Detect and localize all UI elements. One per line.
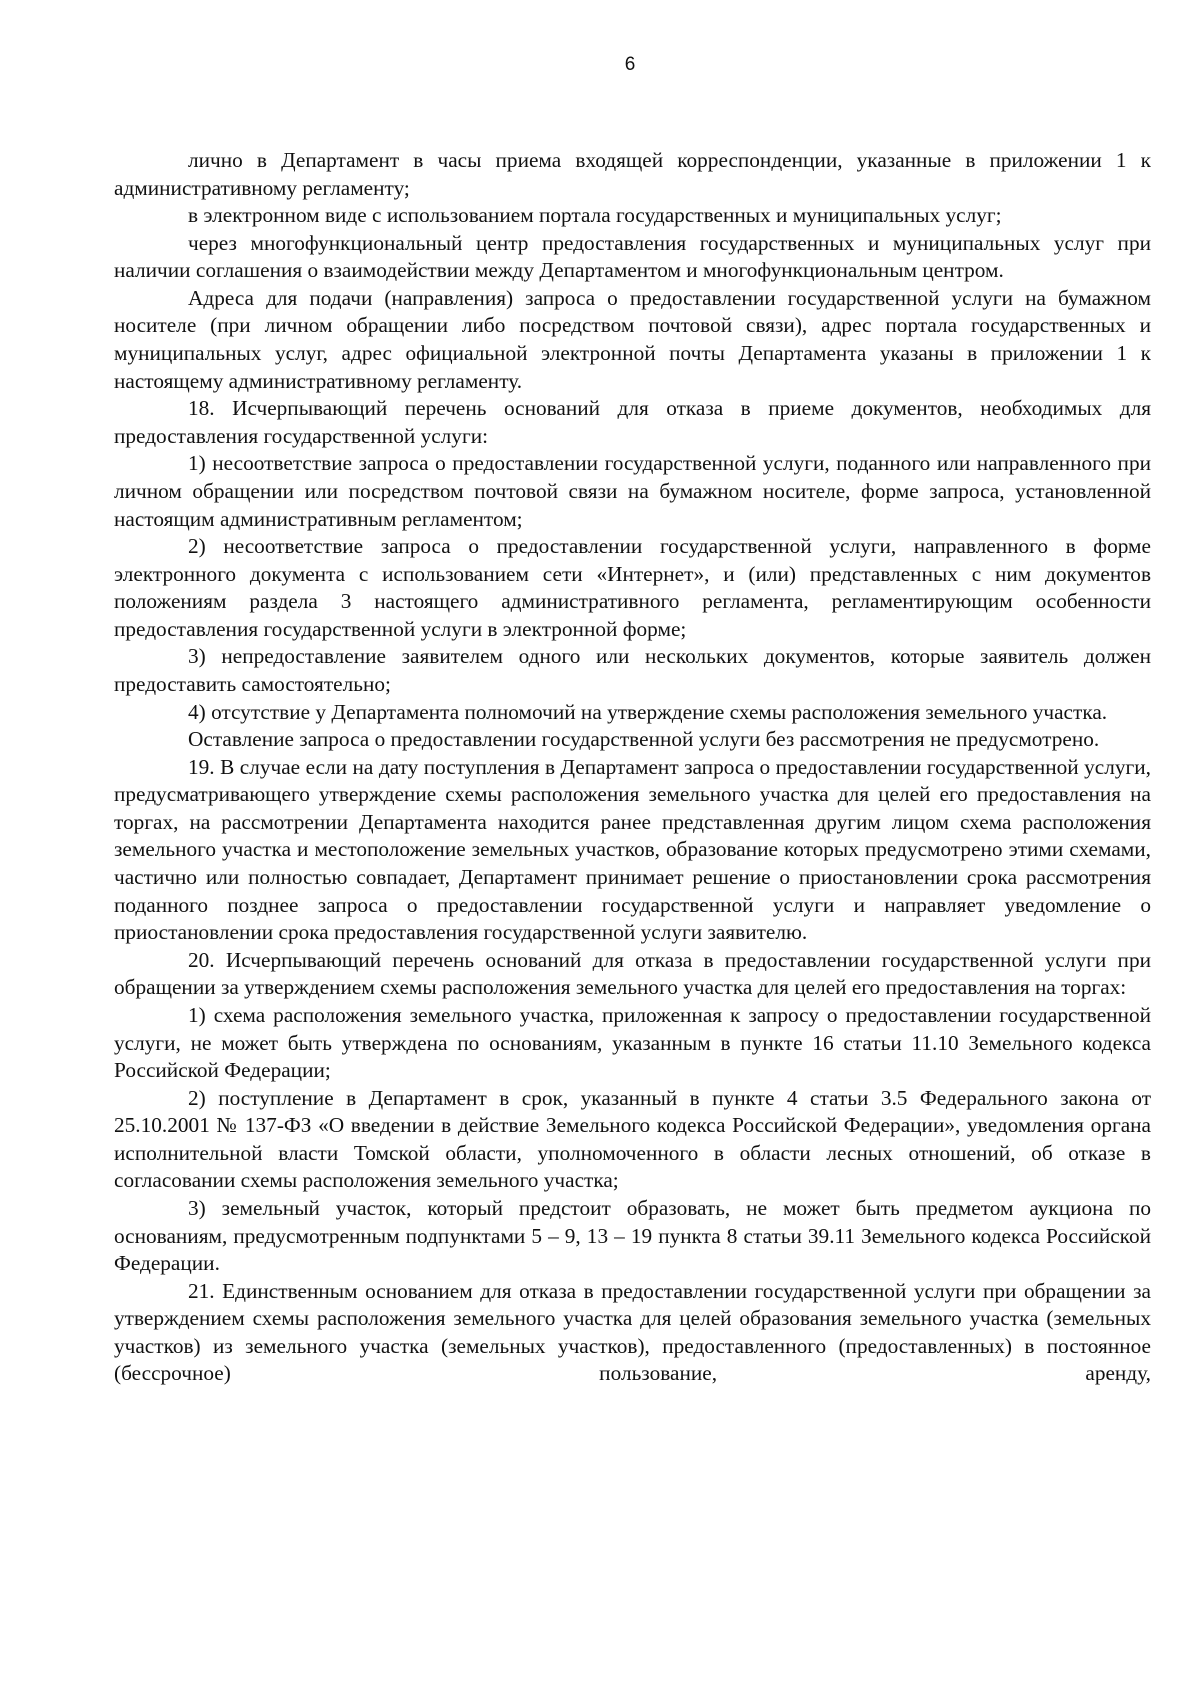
paragraph: в электронном виде с использованием портала государственных и муниципальных услуг; (188, 203, 1002, 228)
paragraph: 2) несоответствие запроса о предоставлении государственной услуги, направленного в форме электронного документа с использованием сети «Интернет», и (или) представленных с ним документов положениям раздела 3 настоящего административного регламента, регламентирующим особенности предоставления государственной услуги в электронной форме; (114, 534, 1151, 641)
paragraph: 3) земельный участок, который предстоит образовать, не может быть предметом аукциона по основаниям, предусмотренным подпунктами 5 – 9, 13 – 19 пункта 8 статьи 39.11 Земельного кодекса Российской Федерации. (114, 1195, 1151, 1276)
paragraph: 20. Исчерпывающий перечень оснований для отказа в предоставлении государственной услуги при обращении за утверждением схемы расположения земельного участка для целей его предоставления на торгах: (114, 947, 1151, 1000)
page-number: 6 (624, 54, 636, 75)
paragraph: 1) несоответствие запроса о предоставлении государственной услуги, поданного или направленного при личном обращении или посредством почтовой связи на бумажном носителе, форме запроса, установленной настоящим административным регламентом; (114, 451, 1151, 531)
paragraph: Оставление запроса о предоставлении государственной услуги без рассмотрения не предусмотрено. (188, 727, 1100, 752)
paragraph: через многофункциональный центр предоставления государственных и муниципальных услуг при наличии соглашения о взаимодействии между Департаментом и многофункциональным центром. (114, 230, 1151, 283)
paragraph: 19. В случае если на дату поступления в Департамент запроса о предоставлении государственной услуги, предусматривающего утверждение схемы расположения земельного участка для целей его предоставления на торгах, на рассмотрении Департамента находится ранее представленная другим лицом схема расположения земельного участка и местоположение земельных участков, образование которых предусмотрено этими схемами, частично или полностью совпадает, Департамент принимает решение о приостановлении срока рассмотрения поданного позднее запроса о предоставлении государственной услуги и направляет уведомление о приостановлении срока предоставления государственной услуги заявителю. (114, 754, 1151, 945)
paragraph: лично в Департамент в часы приема входящей корреспонденции, указанные в приложении 1 к административному регламенту; (114, 148, 1151, 200)
paragraph: 18. Исчерпывающий перечень оснований для отказа в приеме документов, необходимых для предоставления государственной услуги: (114, 396, 1151, 448)
paragraph: 1) схема расположения земельного участка, приложенная к запросу о предоставлении государственной услуги, не может быть утверждена по основаниям, указанным в пункте 16 статьи 11.10 Земельного кодекса Российской Федерации; (114, 1002, 1151, 1083)
document-body (114, 147, 1151, 1388)
paragraph: 2) поступление в Департамент в срок, указанный в пункте 4 статьи 3.5 Федерального закона от 25.10.2001 № 137-ФЗ «О введении в действие Земельного кодекса Российской Федерации», уведомления органа исполнительной власти Томской области, уполномоченного в области лесных отношений, об отказе в согласовании схемы расположения земельного участка; (114, 1085, 1151, 1193)
paragraph: 3) непредоставление заявителем одного или нескольких документов, которые заявитель должен предоставить самостоятельно; (114, 644, 1151, 696)
paragraph: Адреса для подачи (направления) запроса о предоставлении государственной услуги на бумажном носителе (при личном обращении либо посредством почтовой связи), адрес портала государственных и муниципальных услуг, адрес официальной электронной почты Департамента указаны в приложении 1 к настоящему административному регламенту. (114, 285, 1151, 393)
paragraph: 21. Единственным основанием для отказа в предоставлении государственной услуги при обращении за утверждением схемы расположения земельного участка для целей образования земельного участка (земельных участков) из земельного участка (земельных участков), предоставленного (предоставленных) в постоянное (бессрочное) пользование, аренду, (114, 1278, 1151, 1386)
paragraph: 4) отсутствие у Департамента полномочий на утверждение схемы расположения земельного участка. (188, 699, 1108, 724)
